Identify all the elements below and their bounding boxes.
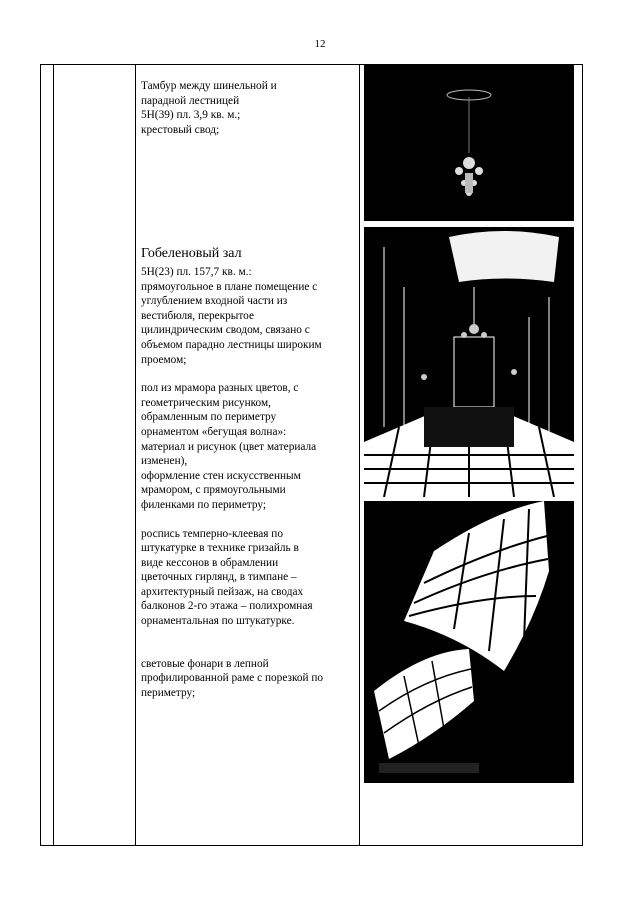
room-area-text: 5Н(23) пл. 157,7 кв. м.: прямоугольное в плане помещение с углублением входной части из вестибюля, перекрытое цилиндрическим сводом, связано с объемом парадно лестницы широким проемом; (141, 266, 322, 366)
painting-text: роспись темперно-клеевая по штукатурке в технике гризайль в виде кессонов в обрамлении цветочных гирлянд, в тимпане – архитектурный пейзаж, на сводах балконов 2-го этажа – полихромная орнаментальная по штукатурке. (141, 527, 313, 628)
vestibule-description (141, 79, 356, 137)
column-divider (53, 65, 54, 845)
column-divider (359, 65, 360, 845)
vestibule-text: Тамбур между шинельной и парадной лестницей 5Н(39) пл. 3,9 кв. м.; крестовый свод; (141, 80, 277, 136)
page-number: 12 (314, 38, 326, 50)
document-table (40, 64, 583, 846)
floor-walls-text: пол из мрамора разных цветов, с геометрическим рисунком, обрамленным по периметру орнаментом «бегущая волна»: материал и рисунок (цвет материала изменен), оформление стен искусственным мрамором, с прямоугольными филенками по периметру; (141, 382, 317, 511)
skylights-photo (364, 501, 574, 783)
vestibule-chandelier-photo (364, 65, 574, 221)
column-divider (135, 65, 136, 845)
tapestry-hall-heading: Гобеленовый зал (141, 246, 242, 261)
tapestry-hall-photo (364, 227, 574, 497)
skylight-text: световые фонари в лепной профилированной раме с порезкой по периметру; (141, 657, 324, 699)
tapestry-hall-description (141, 245, 356, 700)
